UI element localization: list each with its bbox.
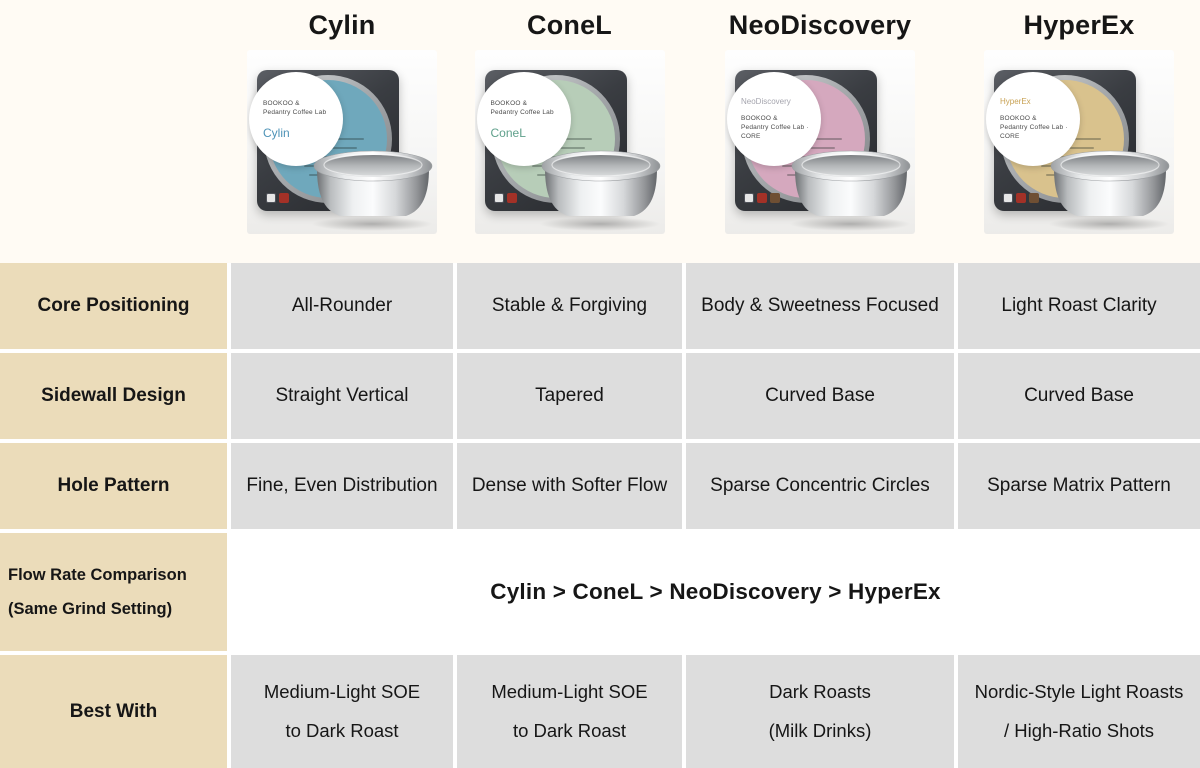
product-photo bbox=[247, 50, 437, 234]
certification-logos bbox=[1003, 193, 1039, 203]
sticker-brand-line: BOOKOO & bbox=[741, 115, 778, 122]
cell-best-conel bbox=[457, 655, 682, 768]
cell-line: to Dark Roast bbox=[285, 720, 399, 741]
logo-square bbox=[1029, 193, 1039, 203]
logo-square bbox=[744, 193, 754, 203]
row-label-best-with: Best With bbox=[0, 655, 227, 768]
product-photo bbox=[725, 50, 915, 234]
cell-line: (Milk Drinks) bbox=[768, 720, 872, 741]
sticker-product-name: ConeL bbox=[490, 125, 526, 140]
sticker-brand-line: Pedantry Coffee Lab bbox=[263, 108, 327, 116]
flow-rate-label-line1: Flow Rate Comparison bbox=[8, 565, 187, 584]
product-column-cylin bbox=[231, 0, 453, 263]
sticker-product-name: NeoDiscovery bbox=[741, 97, 791, 106]
cell-sidewall-conel: Tapered bbox=[457, 353, 682, 439]
sticker-product-name: HyperEx bbox=[1000, 97, 1031, 106]
certification-logos bbox=[494, 193, 517, 203]
cell-line: Medium-Light SOE bbox=[263, 681, 421, 702]
logo-square bbox=[1003, 193, 1013, 203]
sticker-brand-line: Pedantry Coffee Lab · CORE bbox=[741, 124, 809, 140]
logo-square bbox=[279, 193, 289, 203]
cell-hole-neodiscovery: Sparse Concentric Circles bbox=[686, 443, 954, 529]
logo-square bbox=[507, 193, 517, 203]
product-photo bbox=[475, 50, 665, 234]
sticker-product-name: Cylin bbox=[263, 125, 290, 140]
cell-best-neodiscovery bbox=[686, 655, 954, 768]
product-column-hyperex bbox=[958, 0, 1200, 263]
product-name: NeoDiscovery bbox=[728, 10, 912, 40]
cell-sidewall-hyperex: Curved Base bbox=[958, 353, 1200, 439]
cell-hole-cylin: Fine, Even Distribution bbox=[231, 443, 453, 529]
row-label-sidewall-design: Sidewall Design bbox=[0, 353, 227, 439]
cell-core-hyperex: Light Roast Clarity bbox=[958, 263, 1200, 349]
product-name: HyperEx bbox=[1023, 10, 1135, 40]
row-label-core-positioning: Core Positioning bbox=[0, 263, 227, 349]
cell-core-conel: Stable & Forgiving bbox=[457, 263, 682, 349]
flow-rate-label-line2: (Same Grind Setting) bbox=[8, 599, 173, 618]
cell-hole-conel: Dense with Softer Flow bbox=[457, 443, 682, 529]
filter-basket-image bbox=[787, 144, 915, 228]
product-column-neodiscovery bbox=[686, 0, 954, 263]
sticker-brand-line: Pedantry Coffee Lab · CORE bbox=[1000, 124, 1068, 140]
logo-square bbox=[1016, 193, 1026, 203]
logo-square bbox=[757, 193, 767, 203]
cell-hole-hyperex: Sparse Matrix Pattern bbox=[958, 443, 1200, 529]
logo-square bbox=[266, 193, 276, 203]
flow-rate-ranking: Cylin > ConeL > NeoDiscovery > HyperEx bbox=[231, 533, 1200, 651]
sticker-brand-line: Pedantry Coffee Lab bbox=[490, 108, 554, 116]
product-column-conel bbox=[457, 0, 682, 263]
product-name: Cylin bbox=[308, 10, 376, 40]
cell-sidewall-cylin: Straight Vertical bbox=[231, 353, 453, 439]
comparison-table bbox=[0, 263, 1200, 768]
cell-core-neodiscovery: Body & Sweetness Focused bbox=[686, 263, 954, 349]
certification-logos bbox=[266, 193, 289, 203]
row-label-hole-pattern: Hole Pattern bbox=[0, 443, 227, 529]
sticker-brand-line: BOOKOO & bbox=[1000, 115, 1037, 122]
cell-line: Nordic-Style Light Roasts bbox=[974, 681, 1184, 702]
sticker-brand-line: BOOKOO & bbox=[490, 99, 528, 107]
cell-best-cylin bbox=[231, 655, 453, 768]
cell-line: / High-Ratio Shots bbox=[1003, 720, 1155, 741]
cell-sidewall-neodiscovery: Curved Base bbox=[686, 353, 954, 439]
sticker-brand-line: BOOKOO & bbox=[263, 99, 300, 107]
logo-square bbox=[770, 193, 780, 203]
certification-logos bbox=[744, 193, 780, 203]
logo-square bbox=[494, 193, 504, 203]
cell-line: Dark Roasts bbox=[769, 681, 871, 702]
product-photo bbox=[984, 50, 1174, 234]
filter-basket-image bbox=[309, 144, 437, 228]
filter-basket-image bbox=[537, 144, 665, 228]
filter-basket-image bbox=[1046, 144, 1174, 228]
row-label-flow-rate bbox=[0, 533, 227, 651]
product-name: ConeL bbox=[527, 10, 612, 40]
cell-line: Medium-Light SOE bbox=[491, 681, 648, 702]
cell-line: to Dark Roast bbox=[512, 720, 627, 741]
header-spacer bbox=[0, 0, 227, 263]
cell-core-cylin: All-Rounder bbox=[231, 263, 453, 349]
product-header-row bbox=[0, 0, 1200, 263]
cell-best-hyperex bbox=[958, 655, 1200, 768]
